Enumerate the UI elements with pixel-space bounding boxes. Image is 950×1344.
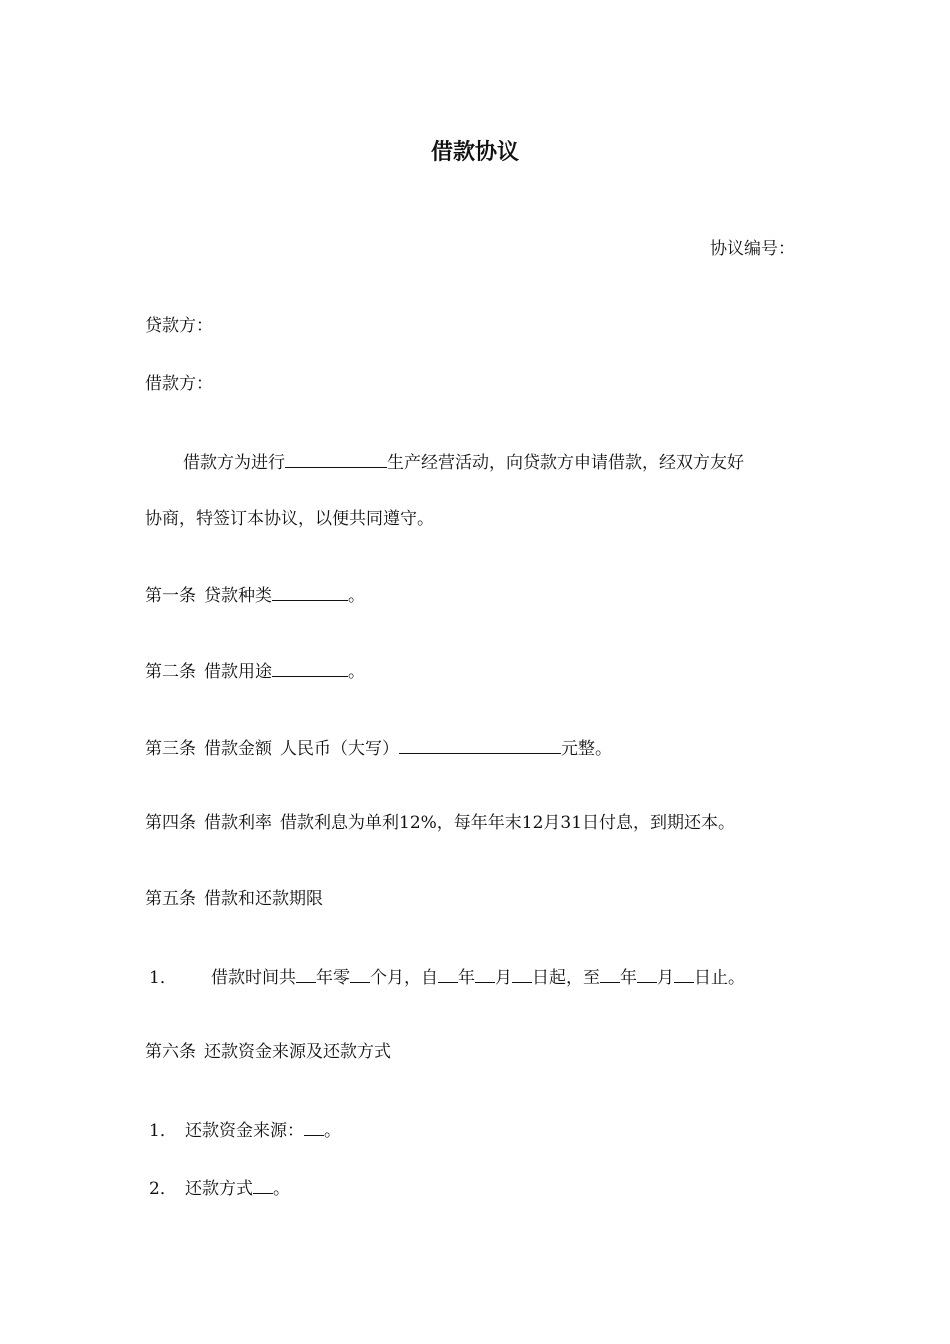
item-end: 。 bbox=[324, 1121, 341, 1141]
agreement-number-label: 协议编号： bbox=[710, 239, 795, 259]
list-number: 1． bbox=[149, 1121, 177, 1141]
item-text: 还款资金来源： bbox=[185, 1121, 304, 1141]
list-number: 2． bbox=[149, 1179, 177, 1199]
intro-text-part1: 借款方为进行 bbox=[183, 453, 285, 473]
item-text: 日起，至 bbox=[532, 968, 600, 988]
borrower-label: 借款方： bbox=[145, 374, 213, 394]
article-3-body2: 人民币（大写） bbox=[280, 739, 399, 759]
article-3-end: 元整。 bbox=[561, 739, 612, 759]
article-6-item-2 bbox=[145, 1175, 290, 1201]
article-4-body: 借款利率 bbox=[204, 813, 272, 833]
article-1-end: 。 bbox=[348, 586, 365, 606]
article-3-body: 借款金额 bbox=[204, 739, 272, 759]
item-text: 年 bbox=[458, 968, 475, 988]
item-text: 年零 bbox=[316, 968, 350, 988]
item-text: 还款方式 bbox=[185, 1179, 253, 1199]
blank-field bbox=[475, 964, 495, 983]
article-5 bbox=[145, 887, 323, 911]
intro-paragraph-line-1 bbox=[183, 449, 744, 475]
item-text: 借款时间共 bbox=[211, 968, 296, 988]
blank-field bbox=[637, 964, 657, 983]
article-6 bbox=[145, 1040, 391, 1064]
item-text: 月 bbox=[495, 968, 512, 988]
item-end: 。 bbox=[273, 1179, 290, 1199]
blank-field bbox=[674, 964, 694, 983]
article-1 bbox=[145, 582, 365, 608]
blank-field bbox=[600, 964, 620, 983]
blank-field bbox=[272, 658, 348, 677]
item-text: 日止。 bbox=[694, 968, 745, 988]
article-3-head: 第三条 bbox=[145, 739, 196, 759]
intro-text-part2: 生产经营活动，向贷款方申请借款，经双方友好 bbox=[387, 453, 744, 473]
blank-field bbox=[350, 964, 370, 983]
blank-field bbox=[285, 449, 387, 468]
article-4-body2: 借款利息为单利12%，每年年末12月31日付息，到期还本。 bbox=[280, 813, 736, 833]
article-2-head: 第二条 bbox=[145, 662, 196, 682]
article-6-head: 第六条 bbox=[145, 1042, 196, 1062]
article-2-end: 。 bbox=[348, 662, 365, 682]
article-4-head: 第四条 bbox=[145, 813, 196, 833]
article-3 bbox=[145, 735, 612, 761]
intro-paragraph-line-2: 协商，特签订本协议，以便共同遵守。 bbox=[145, 509, 434, 529]
article-4 bbox=[145, 811, 735, 835]
article-1-head: 第一条 bbox=[145, 586, 196, 606]
item-text: 月 bbox=[657, 968, 674, 988]
article-2-body: 借款用途 bbox=[204, 662, 272, 682]
document-title: 借款协议 bbox=[430, 139, 519, 165]
article-5-body: 借款和还款期限 bbox=[204, 889, 323, 909]
blank-field bbox=[438, 964, 458, 983]
article-6-item-1 bbox=[145, 1117, 341, 1143]
lender-label: 贷款方： bbox=[145, 316, 213, 336]
blank-field bbox=[253, 1175, 273, 1194]
blank-field bbox=[272, 582, 348, 601]
item-text: 个月，自 bbox=[370, 968, 438, 988]
article-6-body: 还款资金来源及还款方式 bbox=[204, 1042, 391, 1062]
item-text: 年 bbox=[620, 968, 637, 988]
article-2 bbox=[145, 658, 365, 684]
blank-field bbox=[304, 1117, 324, 1136]
article-5-item-1 bbox=[145, 964, 745, 990]
blank-field bbox=[512, 964, 532, 983]
blank-field bbox=[399, 735, 561, 754]
article-1-body: 贷款种类 bbox=[204, 586, 272, 606]
article-5-head: 第五条 bbox=[145, 889, 196, 909]
blank-field bbox=[296, 964, 316, 983]
list-number: 1． bbox=[149, 968, 177, 988]
